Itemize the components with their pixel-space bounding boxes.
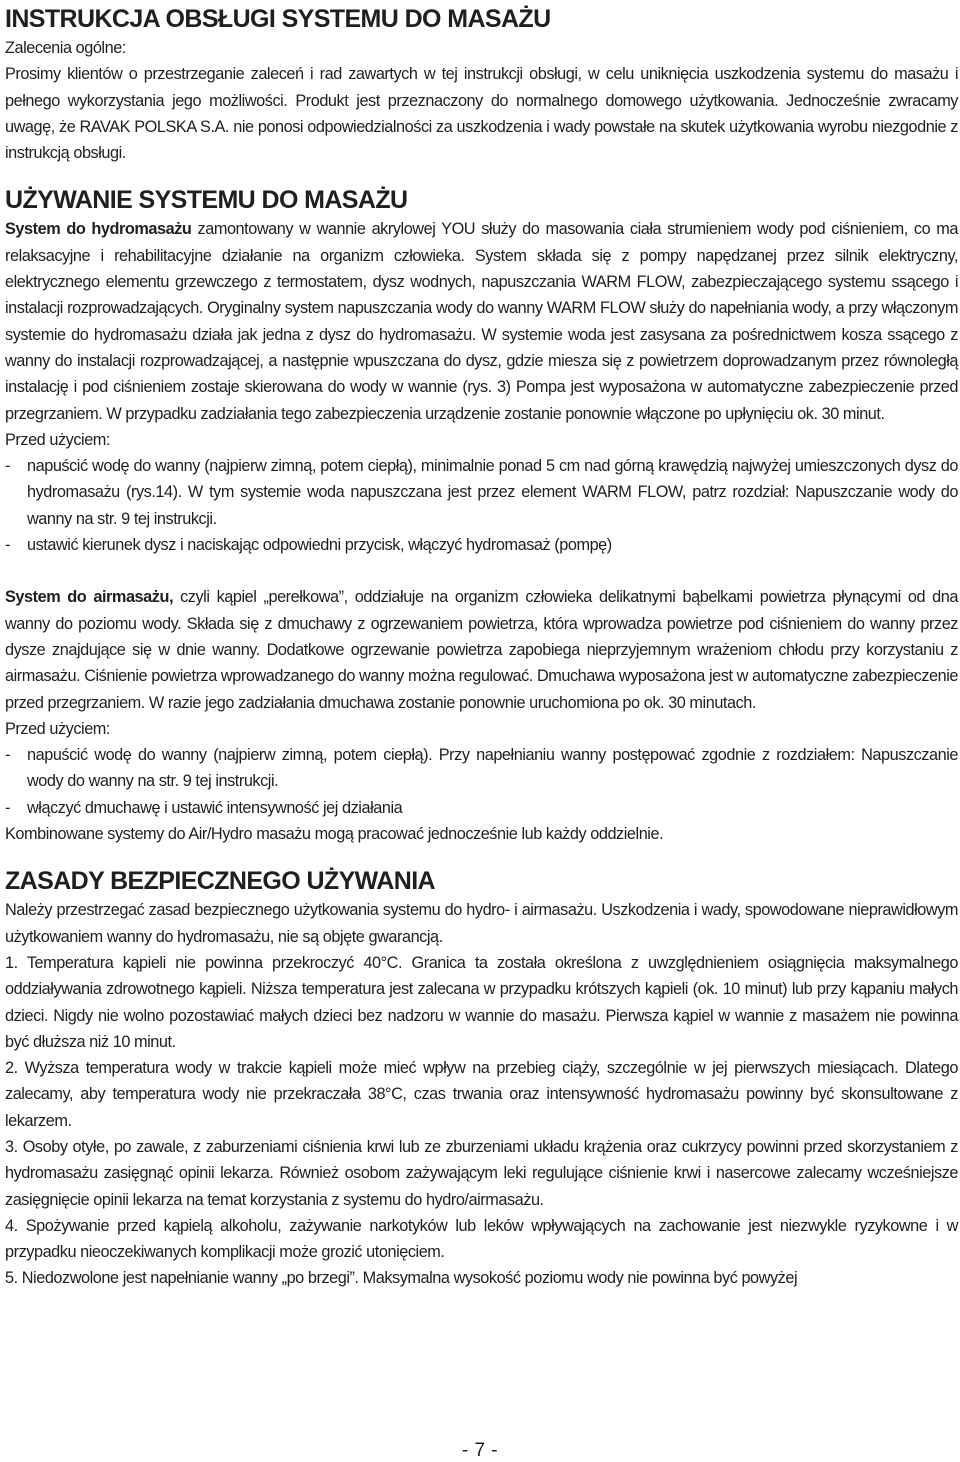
air-text: czyli kąpiel „perełkowa”, oddziałuje na organizm człowieka delikatnymi bąbelkami powietrza płynącymi od dna wanny do poziomu wody. Składa się z dmuchawy z ogrzewaniem powietrza, która wprowadza powietrze pod ciśnieniem do wanny przez dysze znajdujące się w dnie wanny. Dodatkowe ogrzewanie powietrza zapobiega nieprzyjemnym wrażeniom chłodu przy korzystaniu z airmasażu. Ciśnienie powietrza wprowadzanego do wanny można regulować. Dmuchawa wyposażona jest w automatyczne zabezpieczenie przed przegrzaniem. W razie jego zadziałania dmuchawa zostanie ponownie uruchomiona po ok. 30 minutach. xyxy=(5,588,958,712)
page-title: INSTRUKCJA OBSŁUGI SYSTEMU DO MASAŻU xyxy=(5,5,551,33)
general-label: Zalecenia ogólne: xyxy=(5,39,126,57)
air-before-label: Przed użyciem: xyxy=(5,719,110,738)
combined-note: Kombinowane systemy do Air/Hydro masażu mogą pracować jednocześnie lub każdy oddzielnie. xyxy=(5,825,664,844)
dash-marker: - xyxy=(5,536,10,555)
safety-rule: 2. Wyższa temperatura wody w trakcie kąpieli może mieć wpływ na przebieg ciąży, szczególnie w jej pierwszych miesiącach. Dlatego zalecamy, aby temperatura wody nie przekraczała 38°C, czas trwania oraz intensywność hydromasażu powinny być skonsultowane z lekarzem. xyxy=(5,1059,958,1130)
spacer xyxy=(5,558,958,584)
hydro-lead: System do hydromasażu xyxy=(5,220,192,239)
hydro-step-text: napuścić wodę do wanny (najpierw zimną, potem ciepłą), minimalnie ponad 5 cm nad górną krawędzią najwyżej umieszczonych dysz do hydromasażu (rys.14). W tym systemie woda napuszczana jest przez element WARM FLOW, patrz rozdział: Napuszczanie wody do wanny na str. 9 tej instrukcji. xyxy=(27,457,958,528)
safety-rule: 1. Temperatura kąpieli nie powinna przekroczyć 40°C. Granica ta została określona z uwzględnieniem osiągnięcia maksymalnego oddziaływania zdrowotnego kąpieli. Niższa temperatura jest zalecana w przypadku krótszych kąpieli (ok. 10 minut) lub przy kąpaniu małych dzieci. Nigdy nie wolno pozostawiać małych dzieci bez nadzoru w wannie do masażu. Pierwsza kąpiel w wannie z masażem nie powinna być dłuższa niż 10 minut. xyxy=(5,953,958,1051)
page-number: - 7 - xyxy=(461,1440,499,1461)
safety-intro: Należy przestrzegać zasad bezpiecznego użytkowania systemu do hydro- i airmasażu. Uszkodzenia i wady, spowodowane nieprawidłowym użytkowaniem wanny do hydromasażu, nie są objęte gwarancją. xyxy=(5,901,958,946)
general-text: Prosimy klientów o przestrzeganie zaleceń i rad zawartych w tej instrukcji obsługi, w celu uniknięcia uszkodzenia systemu do masażu i pełnego wykorzystania jego możliwości. Produkt jest przeznaczony do normalnego domowego użytkowania. Jednocześnie zwracamy uwagę, że RAVAK POLSKA S.A. nie ponosi odpowiedzialności za uszkodzenia i wady powstałe na skutek użytkowania wyrobu niezgodnie z instrukcją obsługi. xyxy=(5,65,958,163)
hydro-paragraph xyxy=(5,216,958,426)
air-step xyxy=(5,742,958,795)
hydro-step xyxy=(5,453,958,532)
hydro-text: zamontowany w wannie akrylowej YOU służy do masowania ciała strumieniem wody pod ciśnieniem, co ma relaksacyjne i rehabilitacyjne działanie na organizm człowieka. System składa się z pompy napędzanej przez silnik elektryczny, elektrycznego elementu grzewczego z termostatem, dysz wodnych, napuszczania WARM FLOW, zabezpieczającego systemu ssącego i instalacji rozprowadzających. Oryginalny system napuszczania wody do wanny WARM FLOW służy do napełniania wody, a przy włączonym systemie do hydromasażu działa jak jedna z dysz do hydromasażu. W systemie woda jest zasysana za pośrednictwem kosza ssącego z wanny do instalacji rozprowadzającej, a następnie wpuszczana do dysz, gdzie miesza się z powietrzem doprowadzanym przez równoległą instalację i pod ciśnieniem zostaje skierowana do wody w wannie (rys. 3) Pompa jest wyposażona w automatyczne zabezpieczenie przed przegrzaniem. W przypadku zadziałania tego zabezpieczenia urządzenie zostanie ponownie włączone po upłynięciu ok. 30 minut. xyxy=(5,220,958,423)
air-step-text: włączyć dmuchawę i ustawić intensywność jej działania xyxy=(27,798,403,817)
air-lead: System do airmasażu, xyxy=(5,588,174,607)
usage-heading: UŻYWANIE SYSTEMU DO MASAŻU xyxy=(5,186,408,215)
air-paragraph xyxy=(5,584,958,715)
hydro-before-label: Przed użyciem: xyxy=(5,430,110,449)
safety-rule: 5. Niedozwolone jest napełnianie wanny „po brzegi”. Maksymalna wysokość poziomu wody nie powinna być powyżej xyxy=(5,1269,798,1288)
safety-rule: 3. Osoby otyłe, po zawale, z zaburzeniami ciśnienia krwi lub ze zburzeniami układu krążenia oraz cukrzycy powinni przed skorzystaniem z hydromasażu zasięgnąć opinii lekarza. Również osobom zażywającym leki regulujące ciśnienie krwi i nasercowe zalecamy wcześniejsze zasięgnięcie opinii lekarza na temat korzystania z systemu do hydro/airmasażu. xyxy=(5,1137,958,1209)
air-step-text: napuścić wodę do wanny (najpierw zimną, potem ciepłą). Przy napełnianiu wanny postępować zgodnie z rozdziałem: Napuszczanie wody do wanny na str. 9 tej instrukcji. xyxy=(27,746,958,791)
document-page xyxy=(5,4,958,1292)
dash-marker: - xyxy=(5,746,10,765)
hydro-step xyxy=(5,532,958,558)
dash-marker: - xyxy=(5,798,10,817)
dash-marker: - xyxy=(5,457,10,476)
safety-heading: ZASADY BEZPIECZNEGO UŻYWANIA xyxy=(5,867,435,896)
hydro-step-text: ustawić kierunek dysz i naciskając odpowiedni przycisk, włączyć hydromasaż (pompę) xyxy=(27,536,612,555)
safety-rule: 4. Spożywanie przed kąpielą alkoholu, zażywanie narkotyków lub leków wpływających na zachowanie jest niezwykle ryzykowne i w przypadku nieoczekiwanych komplikacji może grozić utonięciem. xyxy=(5,1216,958,1262)
air-step xyxy=(5,795,958,821)
